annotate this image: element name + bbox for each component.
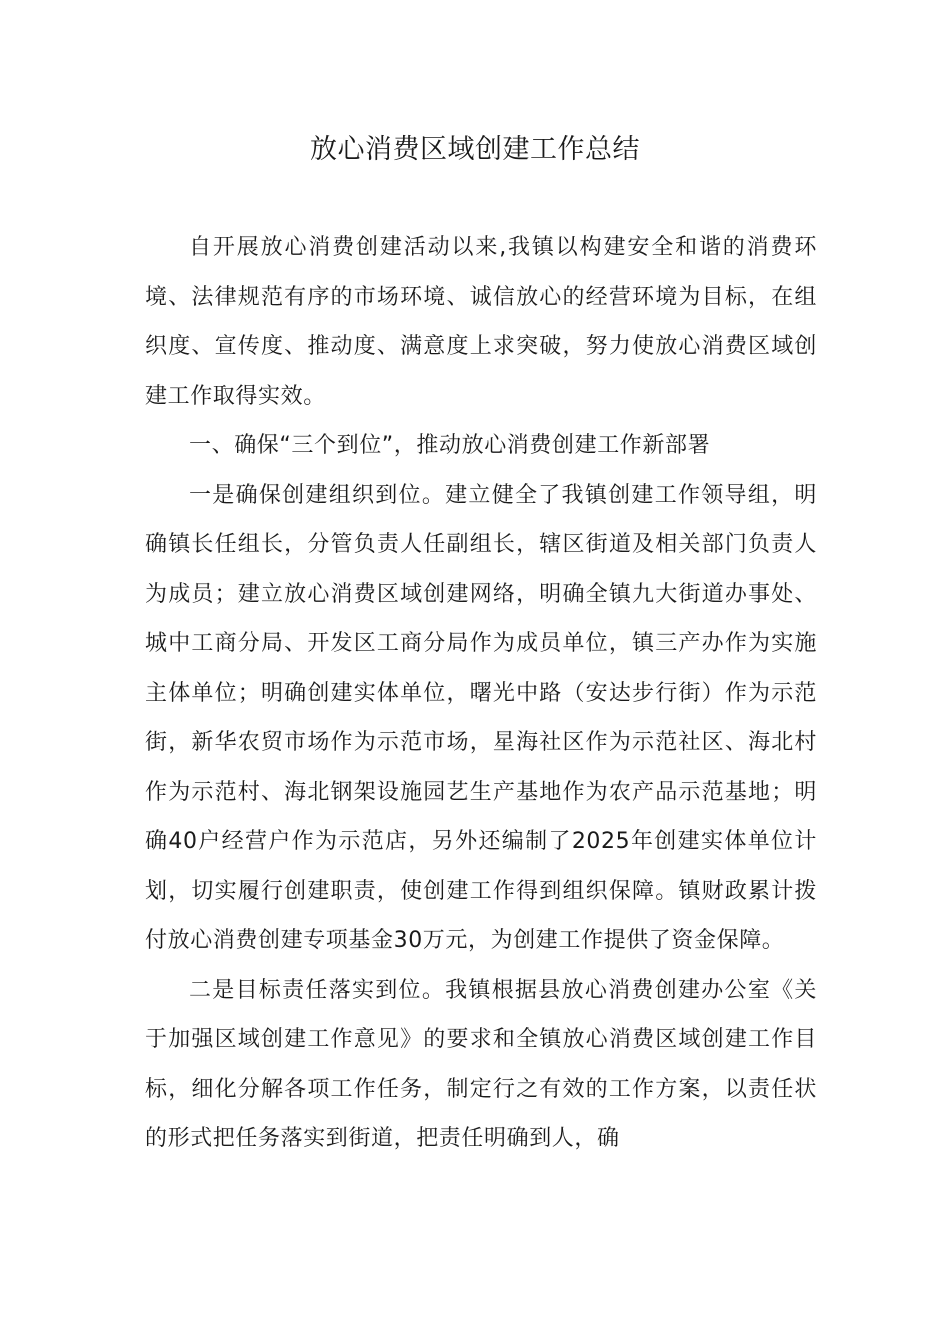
paragraph-organization: 一是确保创建组织到位。建立健全了我镇创建工作领导组，明确镇长任组长，分管负责人任副组长，辖区街道及相关部门负责人为成员；建立放心消费区域创建网络，明确全镇九大街道办事处、城中工商分局、开发区工商分局作为成员单位，镇三产办作为实施主体单位；明确创建实体单位，曙光中路（安达步行街）作为示范街，新华农贸市场作为示范市场，星海社区作为示范社区、海北村作为示范村、海北钢架设施园艺生产基地作为农产品示范基地；明确40户经营户作为示范店，另外还编制了2025年创建实体单位计划，切实履行创建职责，使创建工作得到组织保障。镇财政累计拨付放心消费创建专项基金30万元，为创建工作提供了资金保障。 (145, 482, 817, 953)
document-title: 放心消费区域创建工作总结 (310, 134, 640, 165)
paragraph-responsibility: 二是目标责任落实到位。我镇根据县放心消费创建办公室《关于加强区域创建工作意见》的要求和全镇放心消费区域创建工作目标，细化分解各项工作任务，制定行之有效的工作方案，以责任状的形式把任务落实到街道，把责任明确到人，确 (145, 977, 817, 1151)
document-body (145, 223, 817, 1164)
section-heading-1: 一、确保“三个到位”，推动放心消费创建工作新部署 (189, 433, 711, 458)
paragraph-intro: 自开展放心消费创建活动以来,我镇以构建安全和谐的消费环境、法律规范有序的市场环境、诚信放心的经营环境为目标，在组织度、宣传度、推动度、满意度上求突破，努力使放心消费区域创建工作取得实效。 (145, 235, 817, 409)
